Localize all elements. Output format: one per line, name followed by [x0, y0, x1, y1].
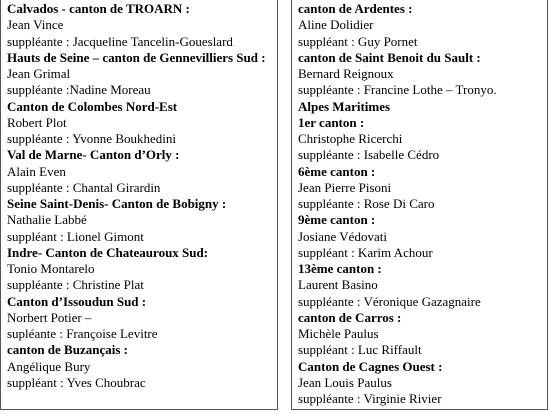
candidate-line: suppléant : Karim Achour: [298, 244, 433, 260]
candidate-line: Laurent Basino: [298, 277, 378, 293]
candidate-line: suppléant : Yves Choubrac: [7, 374, 146, 390]
candidate-line: suppléante : Isabelle Cédro: [298, 147, 440, 163]
canton-heading: Seine Saint-Denis- Canton de Bobigny :: [7, 196, 227, 211]
canton-heading: Canton d’Issoudun Sud :: [7, 293, 147, 309]
canton-heading: canton de Buzançais :: [7, 342, 128, 358]
canton-heading: canton de Saint Benoit du Sault :: [298, 49, 481, 65]
candidate-line: Nathalie Labbé: [7, 212, 87, 228]
candidate-line: suppléante : Yvonne Boukhedini: [7, 131, 176, 146]
candidate-line: suppléante : Christine Plat: [7, 277, 144, 293]
candidate-line: Jean Louis Paulus: [298, 374, 392, 390]
canton-heading: 6ème canton :: [298, 163, 376, 179]
canton-heading: Val de Marne- Canton d’Orly :: [7, 147, 180, 163]
canton-heading: 13ème canton :: [298, 261, 382, 276]
candidate-line: suppléante : Jacqueline Tancelin-Goueslard: [7, 33, 233, 49]
canton-heading: canton de Ardentes :: [298, 1, 413, 16]
candidate-line: suppléante : Véronique Gazagnaire: [298, 293, 481, 309]
candidate-line: suppléant : Guy Pornet: [298, 33, 418, 49]
candidate-line: Jean Grimal: [7, 66, 71, 81]
candidate-line: Tonio Montarelo: [7, 261, 95, 276]
canton-heading: canton de Carros :: [298, 309, 402, 325]
candidate-line: suppléante : Chantal Girardin: [7, 179, 161, 195]
canton-heading: 1er canton :: [298, 114, 365, 130]
canton-heading: Alpes Maritimes: [298, 98, 391, 114]
canton-heading: Canton de Cagnes Ouest :: [298, 358, 443, 374]
candidate-line: Angélique Bury: [7, 358, 91, 374]
candidate-line: Jean Pierre Pisoni: [298, 179, 392, 195]
canton-heading: Indre- Canton de Chateauroux Sud:: [7, 244, 209, 260]
right-column: [291, 0, 548, 410]
candidate-line: Jean Vince: [7, 17, 64, 33]
candidate-line: Robert Plot: [7, 114, 67, 130]
candidate-line: supléante : Françoise Levitre: [7, 326, 158, 341]
candidate-line: Michèle Paulus: [298, 326, 379, 341]
canton-heading: Calvados - canton de TROARN :: [7, 1, 190, 16]
canton-heading: 9ème canton :: [298, 212, 376, 228]
candidate-line: suppléante :Nadine Moreau: [7, 82, 151, 98]
candidate-line: Aline Dolidier: [298, 17, 374, 33]
canton-heading: Hauts de Seine – canton de Gennevilliers Sud :: [7, 49, 266, 65]
candidate-line: suppléante : Rose Di Caro: [298, 196, 435, 211]
candidate-line: suppléant : Luc Riffault: [298, 342, 422, 358]
candidate-line: Alain Even: [7, 163, 66, 179]
candidate-line: Josiane Védovati: [298, 228, 387, 244]
canton-heading: Canton de Colombes Nord-Est: [7, 98, 178, 114]
candidate-line: suppléante : Francine Lothe – Tronyo.: [298, 82, 497, 98]
candidate-line: Christophe Ricerchi: [298, 131, 403, 146]
candidate-line: Norbert Potier –: [7, 309, 92, 325]
candidate-line: suppléante : Virginie Rivier: [298, 391, 442, 406]
candidate-line: Bernard Reignoux: [298, 66, 394, 81]
candidate-line: suppléant : Lionel Gimont: [7, 228, 144, 244]
